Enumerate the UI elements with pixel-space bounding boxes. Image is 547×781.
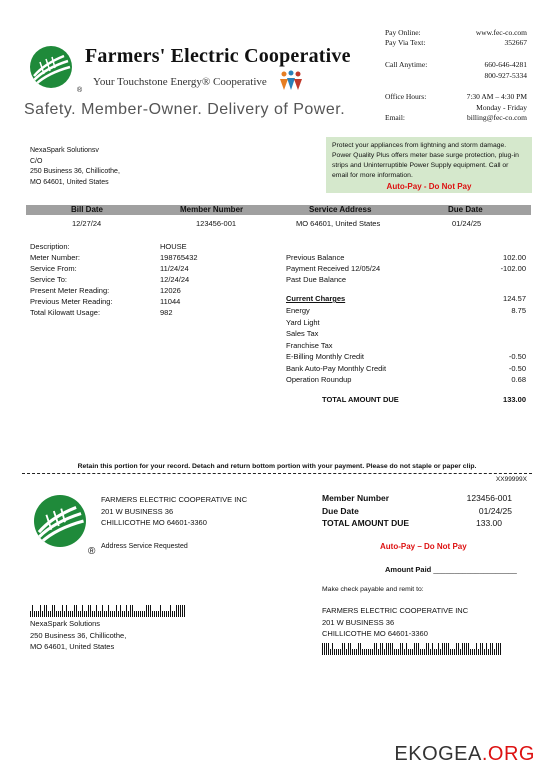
barcode-bar — [416, 643, 417, 655]
slogan: Safety. Member-Owner. Delivery of Power. — [24, 101, 346, 118]
barcode-bar — [336, 649, 337, 655]
barcode-bar — [100, 611, 101, 617]
barcode-bar — [42, 611, 43, 617]
barcode-bar — [446, 643, 447, 655]
amount-paid-label: Amount Paid — [385, 565, 432, 574]
barcode-bar — [362, 649, 363, 655]
detail-row: Description: HOUSE — [30, 242, 187, 251]
barcode-bar — [130, 605, 131, 617]
stub-total-row: TOTAL AMOUNT DUE 133.00 — [322, 518, 502, 528]
barcode-bar — [390, 643, 391, 655]
barcode-bar — [62, 605, 63, 617]
barcode-bar — [392, 643, 393, 655]
barcode-bar — [500, 643, 501, 655]
barcode-bar — [102, 605, 103, 617]
remit-addr1: 201 W BUSINESS 36 — [322, 617, 395, 627]
barcode-bar — [76, 605, 77, 617]
balance-row: Payment Received 12/05/24 -102.00 — [286, 264, 526, 273]
barcode-bar — [434, 649, 435, 655]
contact-block — [385, 28, 527, 128]
barcode-bar — [496, 643, 497, 655]
barcode-bar — [84, 611, 85, 617]
barcode-bar — [78, 611, 79, 617]
barcode-bar — [354, 649, 355, 655]
barcode-bar — [138, 611, 139, 617]
autopay-notice: Auto-Pay - Do Not Pay — [386, 182, 472, 191]
barcode-bar — [108, 605, 109, 617]
barcode-bar — [142, 611, 143, 617]
promo-box — [326, 137, 532, 193]
barcode-bar — [74, 605, 75, 617]
charge-row: Bank Auto-Pay Monthly Credit -0.50 — [286, 363, 526, 373]
detail-row: Meter Number: 198765432 — [30, 253, 198, 262]
barcode-bar — [154, 611, 155, 617]
barcode-bar — [104, 611, 105, 617]
barcode-bar — [60, 611, 61, 617]
barcode-bar — [52, 605, 53, 617]
barcode-bar — [122, 611, 123, 617]
payable-note: Make check payable and remit to: — [322, 586, 424, 593]
promo-text: Protect your appliances from lightning and storm damage. Power Quality Plus offers meter base surge protection, plug-in strips and Uninterruptible Power Supply equipment. Call or email for more information. — [332, 142, 519, 179]
current-charges-row — [286, 293, 526, 305]
barcode-bar — [410, 649, 411, 655]
barcode-bar — [472, 649, 473, 655]
current-charges-label: Current Charges — [286, 294, 346, 303]
current-charges-value: 124.57 — [503, 294, 526, 303]
barcode-bar — [70, 611, 71, 617]
barcode-bar — [366, 649, 367, 655]
detail-row: Previous Meter Reading: 11044 — [30, 297, 181, 306]
barcode-bar — [86, 611, 87, 617]
barcode-bar — [160, 605, 161, 617]
barcode-bar — [380, 643, 381, 655]
stub-summary — [322, 492, 512, 530]
barcode-bar — [48, 611, 49, 617]
barcode-bar — [478, 649, 479, 655]
barcode-bar — [124, 611, 125, 617]
barcode-bar — [80, 611, 81, 617]
meter-details — [30, 241, 230, 318]
barcode-bar — [396, 649, 397, 655]
barcode-bar — [448, 643, 449, 655]
barcode-bar — [492, 643, 493, 655]
barcode-bar — [168, 611, 169, 617]
remit-name: FARMERS ELECTRIC COOPERATIVE INC — [322, 606, 469, 615]
tagline: Your Touchstone Energy® Cooperative — [93, 76, 267, 88]
member-co: C/O — [30, 157, 43, 165]
pay-text-value: 352667 — [504, 38, 527, 47]
barcode-bar — [340, 649, 341, 655]
barcode-bar — [364, 649, 365, 655]
barcode-bar — [162, 611, 163, 617]
barcode-bar — [356, 649, 357, 655]
barcode-bar — [92, 611, 93, 617]
barcode-bar — [44, 605, 45, 617]
coop-logo — [30, 46, 72, 88]
charge-row: Sales Tax — [286, 329, 319, 338]
email-label: Email: — [385, 113, 405, 122]
barcode-bar — [144, 611, 145, 617]
barcode-bar — [370, 649, 371, 655]
service-address-value: MO 64601, United States — [296, 219, 381, 228]
barcode-bar — [450, 649, 451, 655]
barcode-bar — [90, 605, 91, 617]
balance-row: Past Due Balance — [286, 275, 347, 284]
barcode-bar — [438, 643, 439, 655]
barcode-bar — [458, 643, 459, 655]
barcode-bar — [382, 643, 383, 655]
barcode-bar — [480, 643, 481, 655]
company-name: Farmers' Electric Cooperative — [85, 45, 351, 67]
detail-row: Service From: 11/24/24 — [30, 264, 189, 273]
detach-line — [22, 473, 532, 474]
barcode-bar — [490, 643, 491, 655]
barcode-bar — [110, 611, 111, 617]
barcode-bar — [360, 643, 361, 655]
barcode-bar — [184, 605, 185, 617]
barcode-bar — [376, 643, 377, 655]
barcode-bar — [372, 649, 373, 655]
barcode-bar — [436, 649, 437, 655]
barcode-bar — [72, 611, 73, 617]
due-date-header: Due Date — [448, 205, 483, 214]
charges-section — [286, 252, 526, 406]
office-hours-label: Office Hours: — [385, 92, 427, 101]
watermark-part1: EKOGEA — [394, 743, 482, 765]
barcode-bar — [46, 605, 47, 617]
barcode-bar — [344, 643, 345, 655]
barcode-bar — [114, 611, 115, 617]
barcode-bar — [408, 649, 409, 655]
barcode-bar — [424, 649, 425, 655]
barcode-bar — [348, 643, 349, 655]
barcode-bar — [402, 643, 403, 655]
barcode-bar — [400, 643, 401, 655]
barcode-bar — [152, 611, 153, 617]
barcode-bar — [494, 649, 495, 655]
barcode-bar — [116, 605, 117, 617]
barcode-bar — [156, 611, 157, 617]
pay-online-link[interactable]: www.fec-co.com — [475, 28, 527, 37]
barcode-bar — [388, 643, 389, 655]
barcode-bar — [404, 649, 405, 655]
office-hours-days: Monday - Friday — [476, 103, 527, 112]
pay-text-label: Pay Via Text: — [385, 38, 426, 47]
barcode-bar — [488, 649, 489, 655]
barcode-bar — [486, 643, 487, 655]
barcode-bar — [30, 611, 31, 617]
barcode-bar — [484, 649, 485, 655]
barcode-bar — [98, 611, 99, 617]
barcode-bar — [164, 611, 165, 617]
payer-addr2: MO 64601, United States — [30, 642, 115, 651]
barcode-bar — [470, 649, 471, 655]
barcode-bar — [338, 649, 339, 655]
watermark-part2: .ORG — [481, 743, 535, 765]
barcode-bar — [442, 643, 443, 655]
member-address-line2: MO 64601, United States — [30, 178, 109, 186]
barcode-bar — [422, 649, 423, 655]
member-number-value: 123456-001 — [196, 219, 237, 228]
barcode-bar — [106, 611, 107, 617]
barcode-bar — [136, 611, 137, 617]
barcode-bar — [498, 643, 499, 655]
due-date-value: 01/24/25 — [452, 219, 482, 228]
charge-row: E-Billing Monthly Credit -0.50 — [286, 352, 526, 361]
barcode-bar — [178, 605, 179, 617]
total-due-row — [286, 394, 526, 406]
barcode-bar — [82, 605, 83, 617]
barcode-bar — [176, 605, 177, 617]
barcode-bar — [36, 611, 37, 617]
stub-registered-mark: ® — [88, 546, 96, 557]
watermark-brand — [394, 743, 535, 766]
barcode-bar — [440, 649, 441, 655]
pay-online-label: Pay Online: — [385, 28, 421, 37]
stub-company-name: FARMERS ELECTRIC COOPERATIVE INC — [101, 495, 248, 504]
stub-company-addr2: CHILLICOTHE MO 64601-3360 — [101, 518, 207, 527]
barcode-bar — [50, 611, 51, 617]
barcode-bar — [34, 611, 35, 617]
barcode-bar — [412, 649, 413, 655]
barcode-bar — [66, 605, 67, 617]
barcode-bar — [180, 605, 181, 617]
barcode-bar — [158, 611, 159, 617]
call-label: Call Anytime: — [385, 60, 428, 69]
barcode-bar — [432, 643, 433, 655]
barcode-bar — [118, 611, 119, 617]
barcode-bar — [94, 611, 95, 617]
office-hours-time: 7:30 AM – 4:30 PM — [466, 92, 527, 101]
barcode-bar — [132, 605, 133, 617]
barcode-bar — [328, 643, 329, 655]
barcode-bar — [166, 611, 167, 617]
member-name: NexaSpark Solutionsv — [30, 147, 99, 154]
barcode-bar — [112, 611, 113, 617]
amount-paid-field[interactable] — [385, 565, 517, 574]
call-number-1: 660-646-4281 — [484, 60, 527, 69]
charge-row: Operation Roundup 0.68 — [286, 375, 526, 384]
balance-row: Previous Balance 102.00 — [286, 253, 526, 262]
barcode-bar — [54, 605, 55, 617]
stub-code: XX99999X — [495, 476, 527, 483]
barcode-bar — [182, 605, 183, 617]
barcode-bar — [146, 605, 147, 617]
barcode-bar — [466, 643, 467, 655]
barcode-bar — [406, 643, 407, 655]
barcode-bar — [464, 643, 465, 655]
payer-barcode — [30, 603, 185, 617]
barcode-bar — [128, 611, 129, 617]
retain-note: Retain this portion for your record. Detach and return bottom portion with your payment. Please do not staple or paper clip. — [77, 463, 477, 470]
barcode-bar — [324, 643, 325, 655]
barcode-bar — [342, 643, 343, 655]
detail-row: Service To: 12/24/24 — [30, 275, 190, 284]
barcode-bar — [322, 643, 323, 655]
summary-header-bar — [26, 205, 531, 215]
amount-paid-line[interactable]: ____________________ — [433, 565, 517, 574]
payer-address — [30, 618, 126, 653]
member-number-header: Member Number — [180, 205, 244, 214]
barcode-bar — [350, 643, 351, 655]
barcode-bar — [428, 643, 429, 655]
total-due-value: 133.00 — [503, 394, 526, 404]
stub-due-row: Due Date 01/24/25 — [322, 505, 512, 516]
bill-date-value: 12/27/24 — [72, 219, 102, 228]
address-service-note: Address Service Requested — [101, 543, 188, 550]
charge-row: Yard Light — [286, 317, 320, 327]
barcode-bar — [378, 649, 379, 655]
barcode-bar — [398, 649, 399, 655]
barcode-bar — [134, 611, 135, 617]
barcode-bar — [452, 649, 453, 655]
barcode-bar — [68, 611, 69, 617]
barcode-bar — [58, 611, 59, 617]
barcode-bar — [96, 605, 97, 617]
remit-address — [322, 605, 468, 640]
barcode-bar — [418, 643, 419, 655]
barcode-bar — [444, 643, 445, 655]
barcode-bar — [120, 605, 121, 617]
member-address-line1: 250 Business 36, Chillicothe, — [30, 168, 120, 175]
barcode-bar — [64, 611, 65, 617]
barcode-bar — [430, 649, 431, 655]
barcode-bar — [426, 643, 427, 655]
service-address-header: Service Address — [309, 205, 372, 214]
stub-coop-logo — [34, 495, 86, 547]
barcode-bar — [330, 649, 331, 655]
barcode-bar — [40, 605, 41, 617]
barcode-bar — [474, 649, 475, 655]
member-address — [30, 146, 120, 188]
barcode-bar — [140, 611, 141, 617]
email-link[interactable]: billing@fec-co.com — [466, 113, 527, 122]
barcode-bar — [32, 605, 33, 617]
barcode-bar — [170, 605, 171, 617]
stub-company-address — [101, 494, 247, 529]
barcode-bar — [88, 605, 89, 617]
barcode-bar — [326, 643, 327, 655]
barcode-bar — [468, 643, 469, 655]
barcode-bar — [460, 649, 461, 655]
barcode-bar — [394, 649, 395, 655]
barcode-bar — [126, 605, 127, 617]
touchstone-people-icon — [278, 70, 304, 97]
stub-company-addr1: 201 W BUSINESS 36 — [101, 506, 174, 516]
barcode-bar — [346, 649, 347, 655]
detail-row: Present Meter Reading: 12026 — [30, 286, 181, 295]
total-due-label: TOTAL AMOUNT DUE — [322, 394, 399, 404]
payer-addr1: 250 Business 36, Chillicothe, — [30, 630, 127, 640]
barcode-bar — [454, 649, 455, 655]
charge-row: Energy 8.75 — [286, 306, 526, 315]
bill-date-header: Bill Date — [71, 205, 104, 214]
barcode-bar — [172, 611, 173, 617]
barcode-bar — [148, 605, 149, 617]
barcode-bar — [462, 643, 463, 655]
barcode-bar — [384, 649, 385, 655]
barcode-bar — [334, 649, 335, 655]
barcode-bar — [420, 649, 421, 655]
barcode-bar — [56, 611, 57, 617]
barcode-bar — [358, 643, 359, 655]
registered-mark: ® — [77, 87, 83, 94]
remit-addr2: CHILLICOTHE MO 64601-3360 — [322, 629, 428, 638]
barcode-bar — [174, 611, 175, 617]
barcode-bar — [368, 649, 369, 655]
barcode-bar — [476, 643, 477, 655]
barcode-bar — [482, 643, 483, 655]
barcode-bar — [456, 643, 457, 655]
charge-row: Franchise Tax — [286, 340, 333, 350]
barcode-bar — [150, 605, 151, 617]
barcode-bar — [374, 643, 375, 655]
payer-name: NexaSpark Solutions — [30, 619, 101, 628]
detail-row: Total Kilowatt Usage: 982 — [30, 308, 173, 317]
stub-member-row: Member Number 123456-001 — [322, 493, 512, 503]
summary-values-row — [26, 218, 531, 229]
barcode-bar — [332, 643, 333, 655]
stub-autopay-notice: Auto-Pay – Do Not Pay — [380, 542, 467, 551]
barcode-bar — [414, 643, 415, 655]
barcode-bar — [352, 649, 353, 655]
call-number-2: 800-927-5334 — [484, 71, 527, 80]
barcode-bar — [38, 611, 39, 617]
barcode-bar — [386, 643, 387, 655]
remit-barcode — [322, 641, 501, 655]
